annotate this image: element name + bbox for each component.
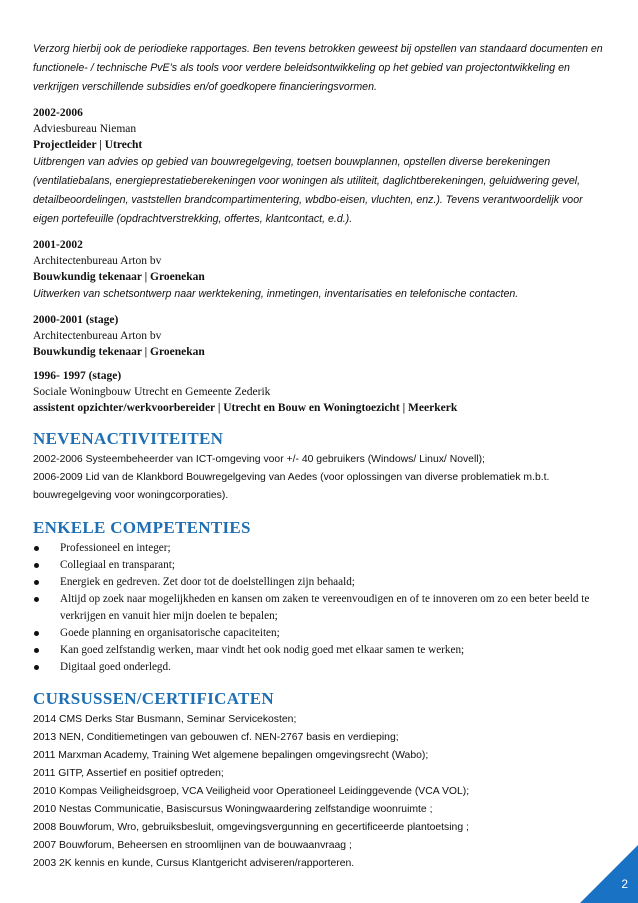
cursus-line: 2011 GITP, Assertief en positief optreden; bbox=[33, 768, 224, 779]
competentie-text: Goede planning en organisatorische capaciteiten; bbox=[60, 627, 280, 639]
list-item bbox=[33, 625, 605, 642]
page-number: 2 bbox=[621, 877, 628, 891]
competentie-text: Altijd op zoek naar mogelijkheden en kansen om zaken te vereenvoudigen en of te innoveren om zo een beter beeld te verkrijgen en vanuit hier mijn doelen te bepalen; bbox=[60, 593, 590, 622]
bullet-icon bbox=[34, 665, 39, 670]
bullet-icon bbox=[34, 580, 39, 585]
list-item bbox=[33, 557, 605, 574]
cursus-line: 2010 Nestas Communicatie, Basiscursus Woningwaardering zelfstandige woonruimte ; bbox=[33, 804, 433, 815]
cursus-line: 2003 2K kennis en kunde, Cursus Klantgericht adviseren/rapporteren. bbox=[33, 858, 355, 869]
section-title-nevenactiviteiten: NEVENACTIVITEITEN bbox=[33, 429, 224, 448]
job-company: Sociale Woningbouw Utrecht en Gemeente Zederik bbox=[33, 386, 271, 398]
list-item bbox=[33, 540, 605, 557]
list-item bbox=[33, 659, 605, 676]
job-description: Uitbrengen van advies op gebied van bouwregelgeving, toetsen bouwplannen, opstellen diverse berekeningen (ventilatiebalans, energieprestatieberekeningen voor woningen als utiliteit, daglichtberekeningen, geluidwering gevel, detailbeoordelingen, vaststellen brandcompartimentering, wbdbo-eisen, vluchten, enz.). Tevens verantwoordelijk voor eigen portefeuille (opdrachtverstrekking, offertes, klantcontact, e.d.). bbox=[33, 156, 583, 225]
bullet-icon bbox=[34, 563, 39, 568]
cursus-line: 2010 Kompas Veiligheidsgroep, VCA Veiligheid voor Operationeel Leidinggevende (VCA VOL); bbox=[33, 786, 470, 797]
job-years: 1996- 1997 (stage) bbox=[33, 370, 122, 382]
job-entry bbox=[33, 312, 605, 360]
cursus-line: 2007 Bouwforum, Beheersen en stroomlijnen van de bouwaanvraag ; bbox=[33, 840, 352, 851]
competentie-text: Digitaal goed onderlegd. bbox=[60, 661, 171, 673]
job-company: Architectenbureau Arton bv bbox=[33, 255, 162, 267]
job-years: 2001-2002 bbox=[33, 239, 83, 251]
list-item bbox=[33, 591, 605, 625]
bullet-icon bbox=[34, 597, 39, 602]
job-entry bbox=[33, 368, 605, 416]
list-item bbox=[33, 574, 605, 591]
section-title-cursussen: CURSUSSEN/CERTIFICATEN bbox=[33, 689, 274, 708]
resume-page bbox=[33, 40, 605, 873]
job-entry bbox=[33, 105, 605, 229]
job-years: 2002-2006 bbox=[33, 107, 83, 119]
page-corner-triangle bbox=[580, 845, 638, 903]
competentie-text: Energiek en gedreven. Zet door tot de doelstellingen zijn behaald; bbox=[60, 576, 355, 588]
competentie-text: Professioneel en integer; bbox=[60, 542, 171, 554]
job-entry bbox=[33, 237, 605, 304]
competentie-text: Kan goed zelfstandig werken, maar vindt het ook nodig goed met elkaar samen te werken; bbox=[60, 644, 465, 656]
cursus-line: 2008 Bouwforum, Wro, gebruiksbesluit, omgevingsvergunning en gecertificeerde plantoetsing ; bbox=[33, 822, 469, 833]
cursus-line: 2013 NEN, Conditiemetingen van gebouwen cf. NEN-2767 basis en verdieping; bbox=[33, 732, 399, 743]
competentie-text: Collegiaal en transparant; bbox=[60, 559, 175, 571]
intro-paragraph: Verzorg hierbij ook de periodieke rapportages. Ben tevens betrokken geweest bij opstellen van standaard documenten en functionele- / technische PvE’s als tools voor verdere beleidsontwikkeling op het gebied van projectontwikkeling en verkrijgen verschillende subsidies en/of goedkopere financieringsvormen. bbox=[33, 43, 603, 93]
list-item bbox=[33, 642, 605, 659]
job-company: Architectenbureau Arton bv bbox=[33, 330, 162, 342]
job-role: assistent opzichter/werkvoorbereider | Utrecht en Bouw en Woningtoezicht | Meerkerk bbox=[33, 402, 458, 414]
job-description: Uitwerken van schetsontwerp naar werktekening, inmetingen, inventarisaties en telefonische contacten. bbox=[33, 288, 519, 300]
job-role: Projectleider | Utrecht bbox=[33, 139, 143, 151]
cursus-line: 2011 Marxman Academy, Training Wet algemene bepalingen omgevingsrecht (Wabo); bbox=[33, 750, 429, 761]
bullet-icon bbox=[34, 631, 39, 636]
nevenactiviteit-line: 2006-2009 Lid van de Klankbord Bouwregelgeving van Aedes (voor oplossingen van diverse problematiek m.b.t. bouwregelgeving voor woningcorporaties). bbox=[33, 472, 550, 501]
section-title-competenties: ENKELE COMPETENTIES bbox=[33, 518, 251, 537]
bullet-icon bbox=[34, 648, 39, 653]
job-years: 2000-2001 (stage) bbox=[33, 314, 119, 326]
nevenactiviteit-line: 2002-2006 Systeembeheerder van ICT-omgeving voor +/- 40 gebruikers (Windows/ Linux/ Novell); bbox=[33, 454, 485, 465]
cursus-line: 2014 CMS Derks Star Busmann, Seminar Servicekosten; bbox=[33, 714, 297, 725]
job-role: Bouwkundig tekenaar | Groenekan bbox=[33, 271, 205, 283]
job-company: Adviesbureau Nieman bbox=[33, 123, 137, 135]
job-role: Bouwkundig tekenaar | Groenekan bbox=[33, 346, 205, 358]
bullet-icon bbox=[34, 546, 39, 551]
competenties-list bbox=[33, 540, 605, 676]
